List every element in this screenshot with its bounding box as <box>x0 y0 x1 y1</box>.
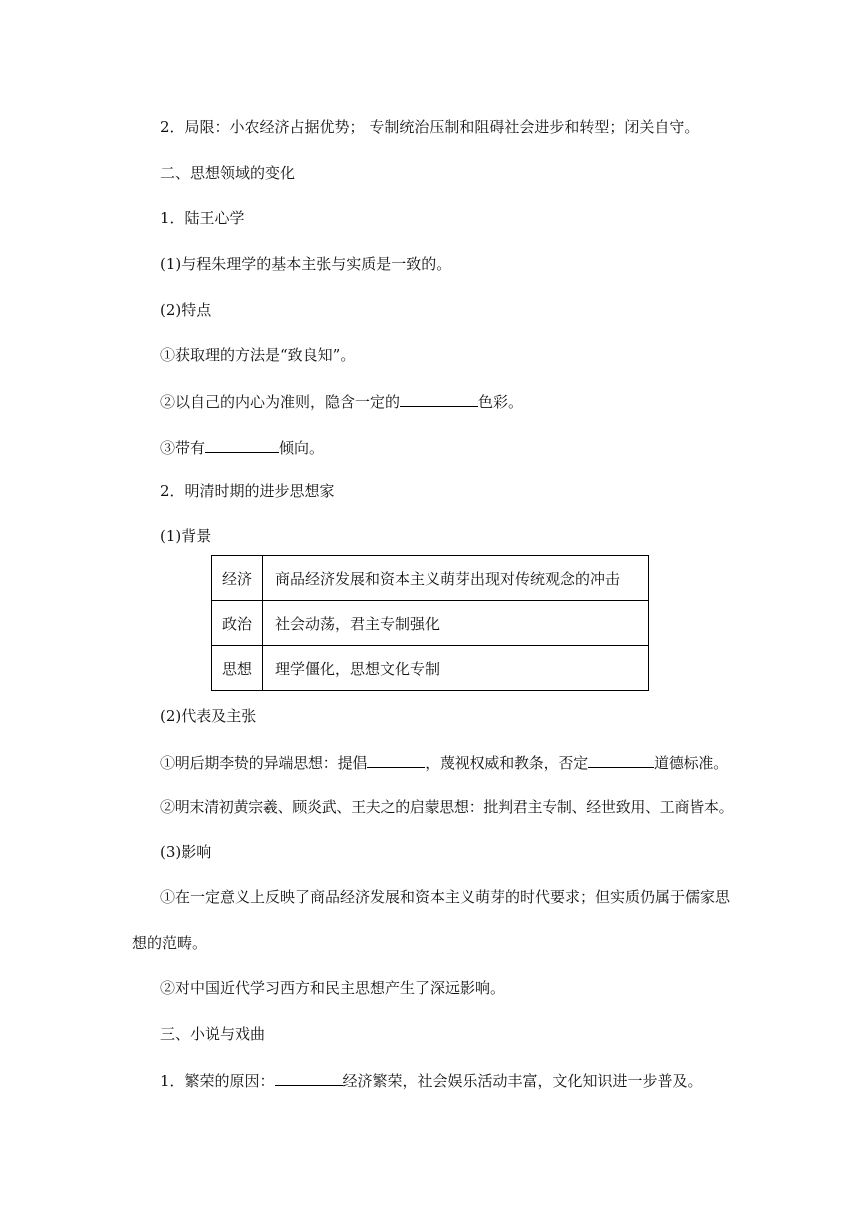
subsection-2-heading: 2．明清时期的进步思想家 <box>160 482 335 500</box>
influence-1-line-1: ①在一定意义上反映了商品经济发展和资本主义萌芽的时代要求；但实质仍属于儒家思 <box>160 888 731 906</box>
table-row <box>212 556 649 601</box>
table-row <box>212 601 649 646</box>
fill-blank[interactable] <box>400 390 478 407</box>
background-table <box>211 555 649 691</box>
table-value-cell: 理学僵化，思想文化专制 <box>263 646 649 691</box>
representatives-heading: (2)代表及主张 <box>160 707 257 725</box>
background-heading: (1)背景 <box>160 527 212 545</box>
features-heading: (2)特点 <box>160 301 212 319</box>
table-key-cell: 经济 <box>212 556 263 601</box>
representative-1-text-b: ，蔑视权威和教条，否定 <box>425 754 589 772</box>
representative-1-text-c: 道德标准。 <box>654 754 729 772</box>
influence-1-line-2: 想的范畴。 <box>132 934 208 952</box>
feature-3-text-a: ③带有 <box>160 439 206 457</box>
table-key-cell: 政治 <box>212 601 263 646</box>
feature-1: ①获取理的方法是“致良知”。 <box>160 346 356 364</box>
paragraph-1-1: (1)与程朱理学的基本主张与实质是一致的。 <box>160 255 452 273</box>
fill-blank[interactable] <box>275 1069 343 1086</box>
table-row <box>212 646 649 691</box>
table-key-cell: 思想 <box>212 646 263 691</box>
feature-3 <box>160 436 324 458</box>
influence-2: ②对中国近代学习西方和民主思想产生了深远影响。 <box>160 979 506 997</box>
fill-blank[interactable] <box>367 751 425 768</box>
section-2-heading: 二、思想领域的变化 <box>160 164 296 182</box>
influence-heading: (3)影响 <box>160 843 212 861</box>
fill-blank[interactable] <box>205 436 279 453</box>
representative-1-text-a: ①明后期李贽的异端思想：提倡 <box>160 754 368 772</box>
section-3-heading: 三、小说与戏曲 <box>160 1025 266 1043</box>
fill-blank[interactable] <box>588 751 654 768</box>
limitation-line: 2．局限：小农经济占据优势； 专制统治压制和阻碍社会进步和转型；闭关自守。 <box>160 118 700 136</box>
representative-1 <box>160 751 728 773</box>
section-3-paragraph-1 <box>160 1069 703 1091</box>
section-3-text-b: 经济繁荣，社会娱乐活动丰富，文化知识进一步普及。 <box>342 1072 703 1090</box>
subsection-1-heading: 1．陆王心学 <box>160 209 245 227</box>
section-3-text-a: 1．繁荣的原因： <box>160 1072 275 1090</box>
feature-2 <box>160 390 523 412</box>
table-value-cell: 商品经济发展和资本主义萌芽出现对传统观念的冲击 <box>263 556 649 601</box>
feature-2-text-b: 色彩。 <box>478 393 524 411</box>
feature-3-text-b: 倾向。 <box>279 439 325 457</box>
table-value-cell: 社会动荡，君主专制强化 <box>263 601 649 646</box>
representative-2: ②明末清初黄宗羲、顾炎武、王夫之的启蒙思想：批判君主专制、经世致用、工商皆本。 <box>160 798 734 816</box>
feature-2-text-a: ②以自己的内心为准则，隐含一定的 <box>160 393 401 411</box>
